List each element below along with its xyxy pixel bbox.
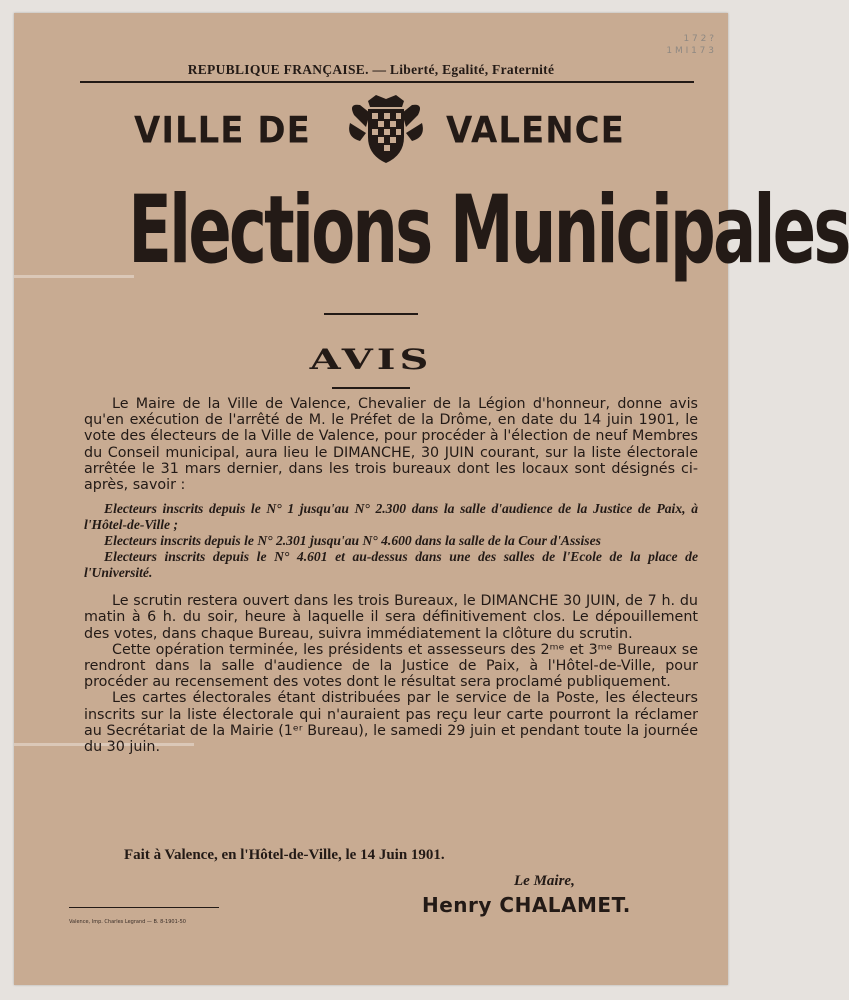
main-title: Elections Municipales — [128, 176, 849, 285]
avis-title: AVIS — [309, 343, 433, 377]
polling-item-3: Electeurs inscrits depuis le N° 4.601 et au-dessus dans une des salles de l'Ecole de la place de l'Université. — [84, 549, 698, 581]
mayor-name: Henry CHALAMET. — [422, 893, 631, 917]
stamp-line: 1 7 2 ? — [683, 34, 714, 44]
printer-imprint: Valence, Imp. Charles Legrand — B. 8-1901-50 — [69, 919, 186, 925]
town-title-right: VALENCE — [446, 109, 625, 153]
printer-rule — [69, 907, 219, 908]
fold-crease — [14, 275, 134, 278]
polling-list — [84, 501, 698, 581]
header-rule — [80, 81, 694, 83]
archive-stamp — [644, 33, 714, 57]
place-date: Fait à Valence, en l'Hôtel-de-Ville, le 14 Juin 1901. — [124, 847, 445, 863]
title-rule — [324, 313, 418, 315]
paragraph-recensement: Cette opération terminée, les présidents et assesseurs des 2ᵐᵉ et 3ᵐᵉ Bureaux se rendront dans la salle d'audience de la Justice de Paix, à l'Hôtel-de-Ville, pour procéder au recensement des votes dont le résultat sera proclamé publiquement. — [84, 641, 698, 691]
town-title-left: VILLE DE — [134, 109, 311, 153]
polling-item-2: Electeurs inscrits depuis le N° 2.301 jusqu'au N° 4.600 dans la salle de la Cour d'Assises — [104, 533, 601, 549]
polling-item-1: Electeurs inscrits depuis le N° 1 jusqu'au N° 2.300 dans la salle d'audience de la Justice de Paix, à l'Hôtel-de-Ville ; — [84, 501, 698, 533]
notice-body — [84, 396, 698, 755]
stamp-line: 1 M I 1 7 3 — [666, 46, 714, 56]
avis-rule — [332, 387, 410, 389]
poster-sheet — [14, 13, 849, 985]
coat-of-arms-icon — [346, 93, 426, 169]
paragraph-scrutin: Le scrutin restera ouvert dans les trois Bureaux, le DIMANCHE 30 JUIN, de 7 h. du matin à 6 h. du soir, heure à laquelle il sera définitivement clos. Le dépouillement des votes, dans chaque Bureau, suivra immédiatement la clôture du scrutin. — [84, 593, 698, 642]
paragraph-intro: Le Maire de la Ville de Valence, Chevalier de la Légion d'honneur, donne avis qu'en exécution de l'arrêté de M. le Préfet de la Drôme, en date du 14 juin 1901, le vote des électeurs de la Ville de Valence, pour procéder à l'élection de neuf Membres du Conseil municipal, aura lieu le DIMANCHE, 30 JUIN courant, sur la liste électorale arrêtée le 31 mars dernier, dans les trois bureaux dont les locaux sont désignés ci-après, savoir : — [84, 396, 698, 494]
paragraph-cartes: Les cartes électorales étant distribuées par le service de la Poste, les électeurs inscrits sur la liste électorale qui n'auraient pas reçu leur carte pourront la réclamer au Secrétariat de la Mairie (1ᵉʳ Bureau), le samedi 29 juin et pendant toute la journée du 30 juin. — [84, 690, 698, 756]
signatory-role: Le Maire, — [514, 873, 575, 889]
republic-header: REPUBLIQUE FRANÇAISE. — Liberté, Egalité, Fraternité — [187, 62, 555, 77]
